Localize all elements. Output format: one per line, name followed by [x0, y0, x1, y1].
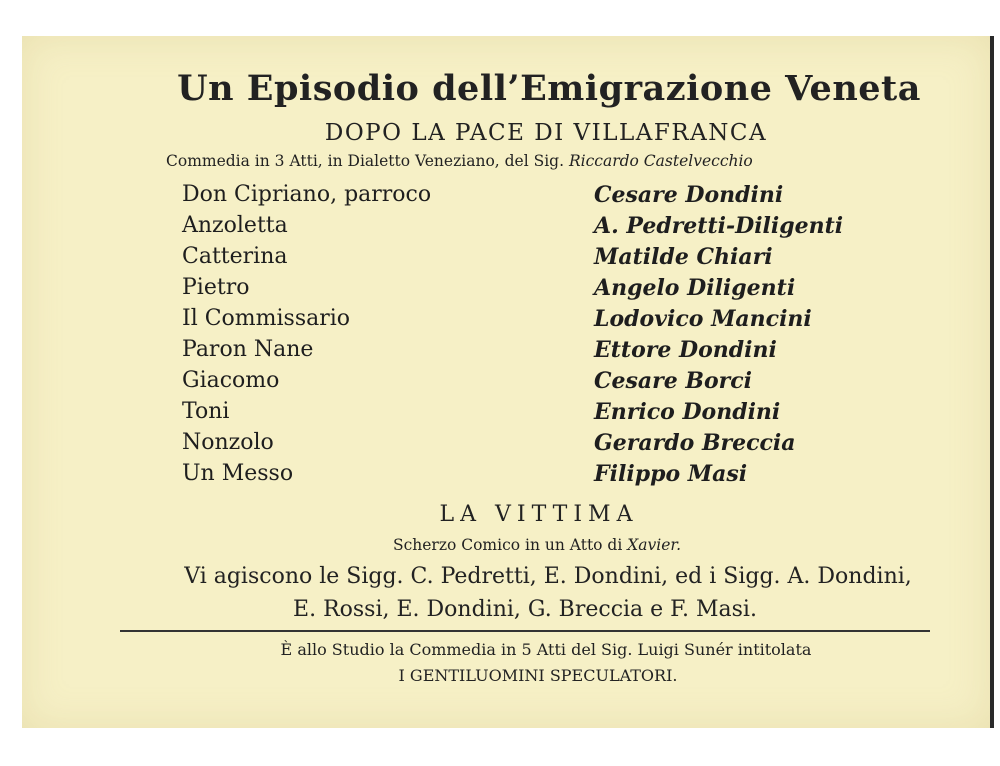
second-play-subtitle	[84, 536, 990, 554]
second-play-author: Xavier.	[627, 536, 682, 554]
character-name: Anzoletta	[182, 213, 288, 238]
character-name: Pietro	[182, 275, 250, 300]
playbill-subtitle: DOPO LA PACE DI VILLAFRANCA	[324, 120, 768, 146]
second-play-subtitle-prefix: Scherzo Comico in un Atto di	[392, 536, 623, 554]
character-name: Giacomo	[182, 368, 280, 393]
cast-row	[182, 213, 922, 244]
character-name: Un Messo	[182, 461, 294, 486]
cast-row	[182, 275, 922, 306]
actor-name: Ettore Dondini	[594, 337, 777, 363]
cast-row	[182, 182, 922, 213]
second-play-title: LA VITTIMA	[439, 502, 639, 527]
cast-row	[182, 306, 922, 337]
playbill-title: Un Episodio dell’Emigrazione Veneta	[177, 68, 921, 109]
actor-name: Matilde Chiari	[594, 244, 773, 270]
actor-name: Enrico Dondini	[594, 399, 781, 425]
cast-list	[182, 182, 922, 492]
actor-name: A. Pedretti-Diligenti	[594, 213, 844, 239]
credit-prefix: Commedia in 3 Atti, in Dialetto Veneziano, del Sig.	[166, 152, 565, 170]
second-play-cast-line: Vi agiscono le Sigg. C. Pedretti, E. Dondini, ed i Sigg. A. Dondini,	[184, 564, 912, 589]
cast-row	[182, 368, 922, 399]
cast-row	[182, 399, 922, 430]
actor-name: Lodovico Mancini	[594, 306, 812, 332]
character-name: Paron Nane	[182, 337, 314, 362]
character-name: Don Cipriano, parroco	[182, 182, 432, 207]
character-name: Toni	[182, 399, 230, 424]
cast-row	[182, 244, 922, 275]
cast-row	[182, 461, 922, 492]
actor-name: Filippo Masi	[594, 461, 748, 487]
playbill-sheet	[22, 36, 994, 728]
upcoming-title: I GENTILUOMINI SPECULATORI.	[398, 666, 678, 685]
cast-row	[182, 337, 922, 368]
actor-name: Gerardo Breccia	[594, 430, 796, 456]
actor-name: Cesare Borci	[594, 368, 753, 394]
character-name: Catterina	[182, 244, 288, 269]
actor-name: Angelo Diligenti	[594, 275, 796, 301]
second-play-cast-line: E. Rossi, E. Dondini, G. Breccia e F. Masi.	[293, 597, 757, 622]
divider-rule	[120, 630, 930, 632]
upcoming-notice: È allo Studio la Commedia in 5 Atti del Sig. Luigi Sunér intitolata	[280, 640, 812, 659]
cast-row	[182, 430, 922, 461]
character-name: Nonzolo	[182, 430, 274, 455]
credit-author: Riccardo Castelvecchio	[568, 152, 753, 170]
actor-name: Cesare Dondini	[594, 182, 784, 208]
playbill-credit	[166, 152, 753, 170]
character-name: Il Commissario	[182, 306, 351, 331]
